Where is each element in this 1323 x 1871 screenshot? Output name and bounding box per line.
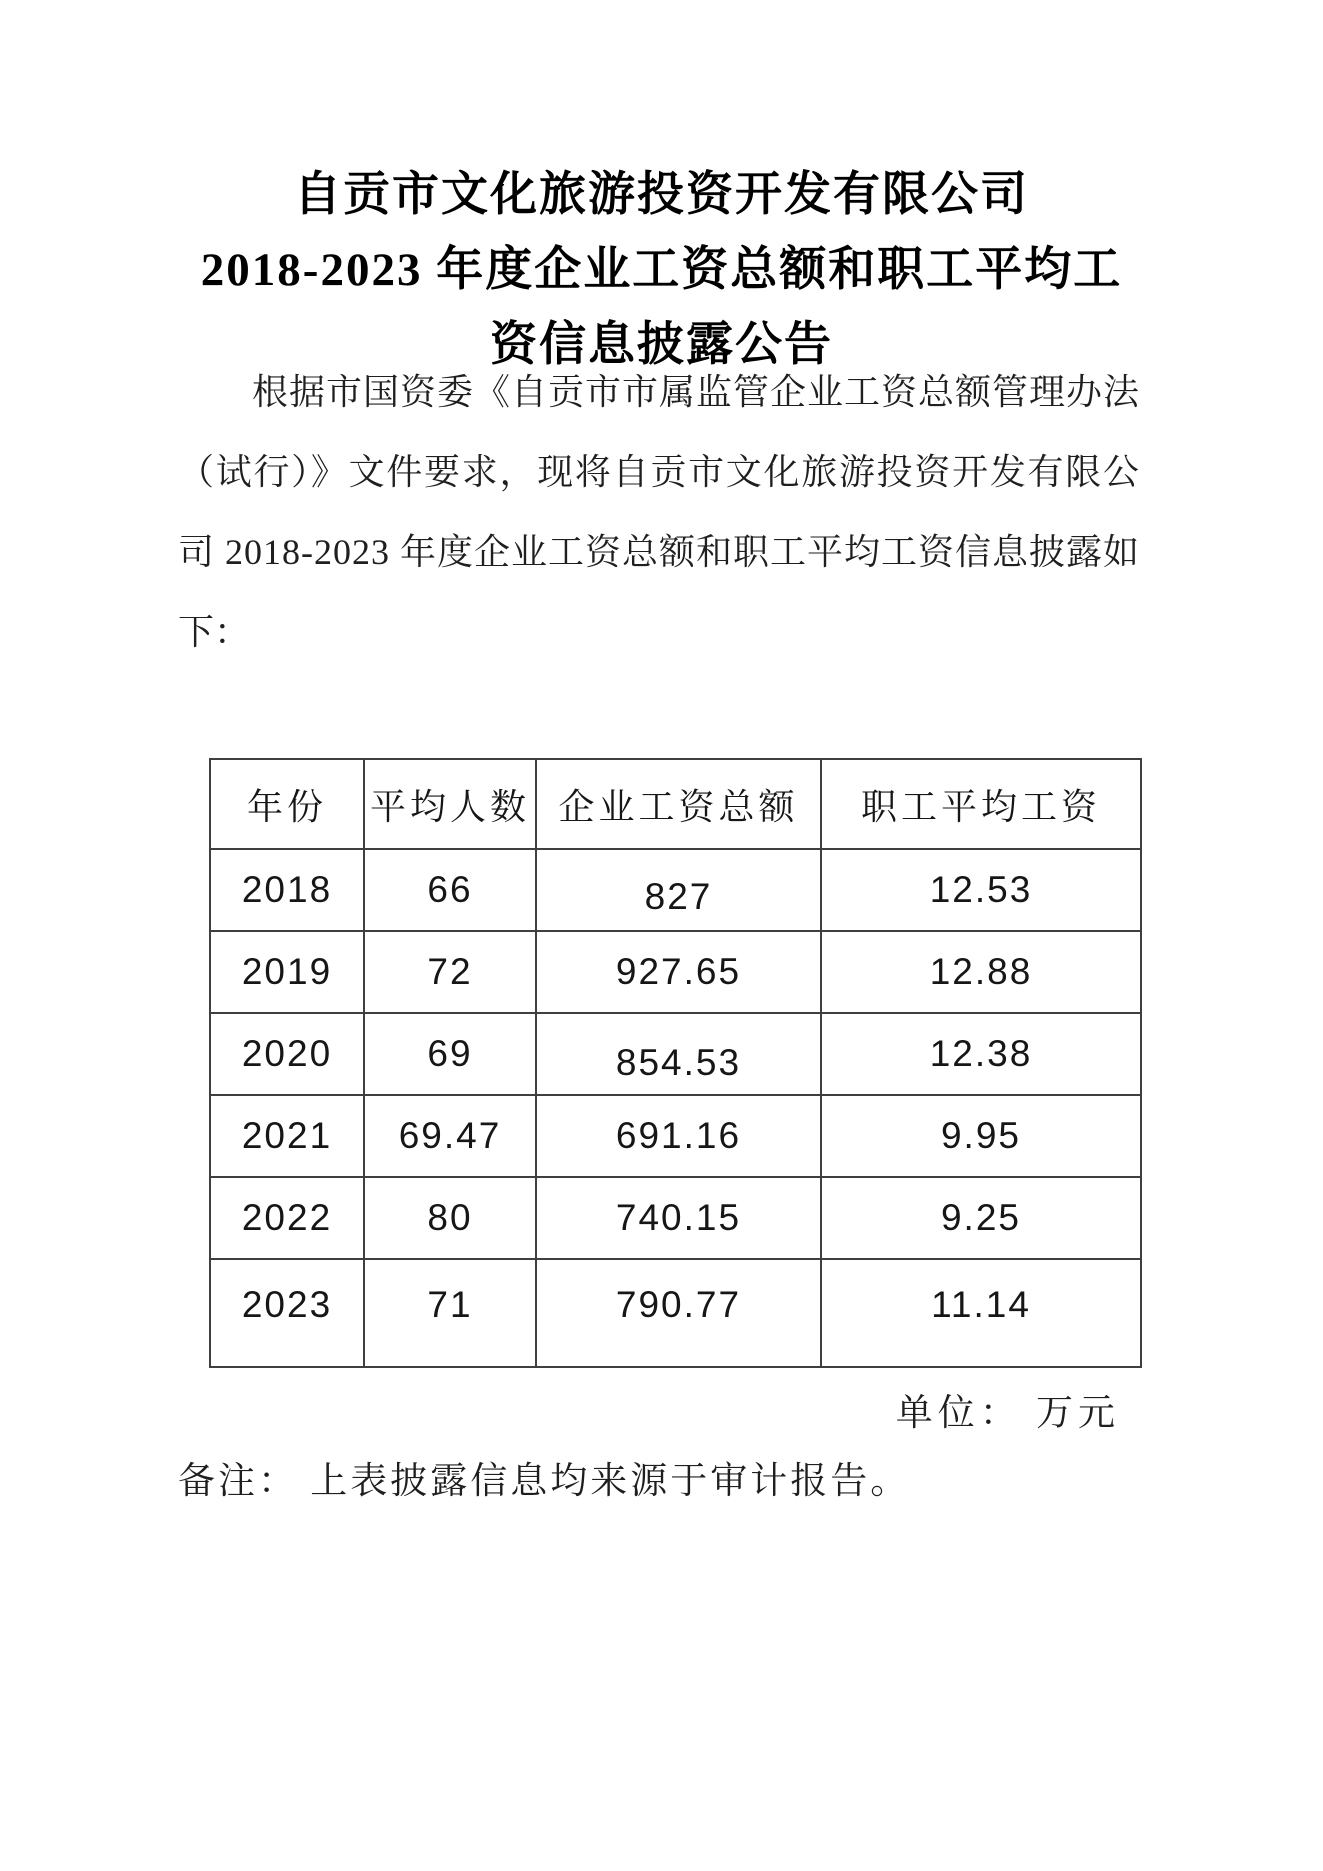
column-header-year: 年份 xyxy=(210,759,364,849)
column-header-avg-headcount: 平均人数 xyxy=(364,759,536,849)
cell-2020-avg-headcount: 69 xyxy=(364,1013,536,1095)
title-line-1: 自贡市文化旅游投资开发有限公司 xyxy=(294,169,1029,221)
cell-2023-year: 2023 xyxy=(210,1259,364,1367)
cell-2018-avg-headcount: 66 xyxy=(364,849,536,931)
cell-2021-avg-headcount: 69.47 xyxy=(364,1095,536,1177)
cell-2022-avg-wage: 9.25 xyxy=(821,1177,1141,1259)
intro-paragraph xyxy=(178,352,1140,672)
cell-2021-avg-wage: 9.95 xyxy=(821,1095,1141,1177)
title-line-3: 资信息披露公告 xyxy=(490,319,833,371)
cell-2018-avg-wage: 12.53 xyxy=(821,849,1141,931)
table-row-2021 xyxy=(210,1095,1141,1177)
cell-2019-avg-headcount: 72 xyxy=(364,931,536,1013)
cell-2020-avg-wage: 12.38 xyxy=(821,1013,1141,1095)
wage-table xyxy=(209,758,1142,1368)
remark-note: 备注： 上表披露信息均来源于审计报告。 xyxy=(178,1461,911,1502)
table-row-2023 xyxy=(210,1259,1141,1367)
cell-2023-avg-wage: 11.14 xyxy=(821,1259,1141,1367)
paragraph-line-2: （试行）》文件要求，现将自贡市文化旅游投资开发有限公 xyxy=(178,452,1140,492)
cell-2019-avg-wage: 12.88 xyxy=(821,931,1141,1013)
cell-2020-year: 2020 xyxy=(210,1013,364,1095)
cell-2023-avg-headcount: 71 xyxy=(364,1259,536,1367)
cell-2022-total-wages: 740.15 xyxy=(536,1177,821,1259)
cell-2019-year: 2019 xyxy=(210,931,364,1013)
document-title xyxy=(0,158,1323,383)
cell-2021-year: 2021 xyxy=(210,1095,364,1177)
column-header-total-wages: 企业工资总额 xyxy=(536,759,821,849)
title-line-2: 2018-2023 年度企业工资总额和职工平均工 xyxy=(200,244,1123,296)
cell-2018-total-wages: 827 xyxy=(536,849,821,931)
table-row-2022 xyxy=(210,1177,1141,1259)
unit-note: 单位： 万元 xyxy=(895,1393,1120,1434)
paragraph-line-1: 根据市国资委《自贡市市属监管企业工资总额管理办法 xyxy=(252,372,1141,412)
column-header-avg-wage: 职工平均工资 xyxy=(821,759,1141,849)
cell-2020-total-wages: 854.53 xyxy=(536,1013,821,1095)
paragraph-line-3: 司 2018-2023 年度企业工资总额和职工平均工资信息披露如 xyxy=(178,532,1140,572)
cell-2021-total-wages: 691.16 xyxy=(536,1095,821,1177)
table-row-2020 xyxy=(210,1013,1141,1095)
table-header-row xyxy=(210,759,1141,849)
table-row-2019 xyxy=(210,931,1141,1013)
cell-2018-year: 2018 xyxy=(210,849,364,931)
cell-2019-total-wages: 927.65 xyxy=(536,931,821,1013)
cell-2022-year: 2022 xyxy=(210,1177,364,1259)
table-row-2018 xyxy=(210,849,1141,931)
paragraph-line-4: 下： xyxy=(178,612,251,652)
cell-2023-total-wages: 790.77 xyxy=(536,1259,821,1367)
cell-2022-avg-headcount: 80 xyxy=(364,1177,536,1259)
